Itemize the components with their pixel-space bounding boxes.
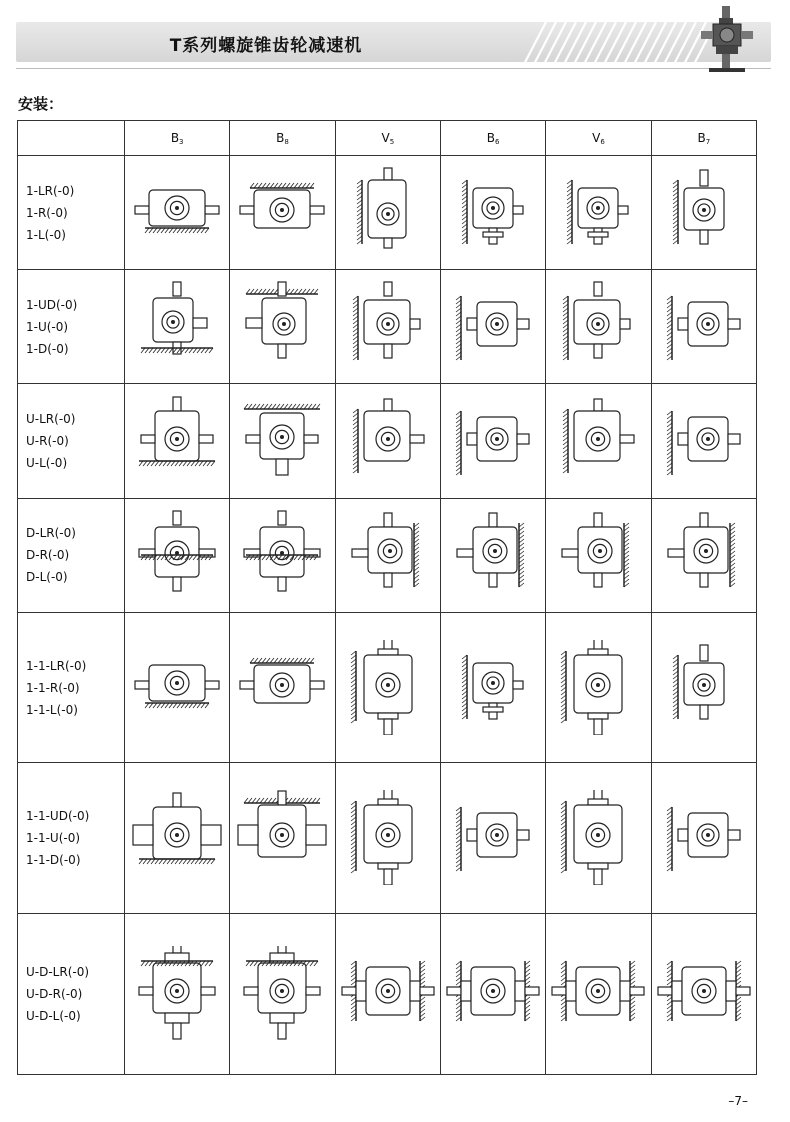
mounting-code: U-D-R(-0) — [26, 986, 83, 1001]
gearbox-mounting-diagram-icon — [654, 394, 754, 489]
mounting-figure-cell — [125, 270, 230, 384]
mounting-code: U-L(-0) — [26, 456, 68, 471]
header-underline — [16, 68, 771, 69]
gearbox-mounting-diagram-icon — [443, 279, 543, 374]
mounting-figure-cell — [335, 270, 440, 384]
gearbox-mounting-diagram-icon — [443, 508, 543, 603]
gearbox-mounting-diagram-icon — [654, 946, 754, 1041]
mounting-figure-cell — [546, 384, 651, 498]
row-label — [18, 270, 125, 384]
page-number: –7– — [728, 1094, 748, 1108]
page-title: T系列螺旋锥齿轮减速机 — [169, 36, 363, 56]
gearbox-mounting-diagram-icon — [548, 508, 648, 603]
gearbox-mounting-diagram-icon — [654, 508, 754, 603]
gearbox-mounting-diagram-icon — [338, 508, 438, 603]
mounting-figure-cell — [651, 498, 756, 612]
gearbox-mounting-diagram-icon — [338, 394, 438, 489]
gearbox-mounting-diagram-icon — [232, 946, 332, 1041]
gearbox-mounting-diagram-icon — [127, 790, 227, 885]
mounting-figure-cell — [230, 384, 335, 498]
table-row — [18, 612, 757, 762]
mounting-code: 1-U(-0) — [26, 319, 69, 334]
mounting-code: 1-L(-0) — [26, 227, 66, 242]
table-row — [18, 498, 757, 612]
mounting-figure-cell — [440, 498, 545, 612]
mounting-code: U-LR(-0) — [26, 412, 76, 427]
mounting-figure-cell — [546, 913, 651, 1074]
mounting-figure-cell — [335, 913, 440, 1074]
column-header: V6 — [546, 121, 651, 156]
section-label-install: 安装： — [18, 95, 64, 113]
header-stripe-decoration — [491, 22, 711, 70]
mounting-figure-cell — [546, 612, 651, 762]
column-header: B6 — [440, 121, 545, 156]
mounting-figure-cell — [125, 763, 230, 913]
gearbox-mounting-diagram-icon — [548, 640, 648, 735]
gearbox-mounting-diagram-icon — [232, 640, 332, 735]
mounting-figure-cell — [440, 763, 545, 913]
mounting-code: D-LR(-0) — [26, 526, 76, 541]
gearbox-mounting-diagram-icon — [443, 946, 543, 1041]
gearbox-mounting-diagram-icon — [548, 279, 648, 374]
mounting-figure-cell — [440, 384, 545, 498]
mounting-figure-cell — [651, 763, 756, 913]
mounting-figure-cell — [546, 498, 651, 612]
gearbox-mounting-diagram-icon — [232, 279, 332, 374]
gearbox-mounting-diagram-icon — [232, 508, 332, 603]
gearbox-mounting-diagram-icon — [127, 279, 227, 374]
mounting-code: 1-1-D(-0) — [26, 852, 81, 867]
row-label — [18, 156, 125, 270]
gearbox-mounting-diagram-icon — [232, 394, 332, 489]
table-row — [18, 384, 757, 498]
mounting-figure-cell — [335, 498, 440, 612]
gearbox-mounting-diagram-icon — [548, 394, 648, 489]
mounting-code: 1-R(-0) — [26, 205, 68, 220]
table-row — [18, 156, 757, 270]
gearbox-mounting-diagram-icon — [232, 165, 332, 260]
mounting-figure-cell — [230, 498, 335, 612]
row-label — [18, 763, 125, 913]
table-header-row — [18, 121, 757, 156]
mounting-figure-cell — [440, 156, 545, 270]
row-label — [18, 612, 125, 762]
gearbox-mounting-diagram-icon — [127, 508, 227, 603]
mounting-figure-cell — [230, 270, 335, 384]
column-header: B8 — [230, 121, 335, 156]
mounting-figure-cell — [125, 913, 230, 1074]
gearbox-mounting-diagram-icon — [443, 790, 543, 885]
mounting-figure-cell — [440, 270, 545, 384]
table-row — [18, 913, 757, 1074]
mounting-code: D-L(-0) — [26, 570, 68, 585]
gearbox-mounting-diagram-icon — [338, 279, 438, 374]
column-header: V5 — [335, 121, 440, 156]
mounting-positions-table — [17, 120, 757, 1075]
mounting-figure-cell — [546, 156, 651, 270]
mounting-figure-cell — [335, 763, 440, 913]
mounting-code: U-R(-0) — [26, 434, 69, 449]
gearbox-mounting-diagram-icon — [443, 640, 543, 735]
mounting-code: 1-D(-0) — [26, 341, 69, 356]
gearbox-mounting-diagram-icon — [443, 165, 543, 260]
mounting-figure-cell — [651, 384, 756, 498]
mounting-code: U-D-LR(-0) — [26, 964, 90, 979]
gearbox-mounting-diagram-icon — [654, 165, 754, 260]
gearbox-mounting-diagram-icon — [654, 640, 754, 735]
row-label — [18, 913, 125, 1074]
page-header — [16, 22, 771, 70]
mounting-figure-cell — [230, 913, 335, 1074]
mounting-code: 1-1-R(-0) — [26, 680, 80, 695]
table-row — [18, 270, 757, 384]
mounting-figure-cell — [651, 156, 756, 270]
mounting-figure-cell — [335, 612, 440, 762]
gearbox-mounting-diagram-icon — [443, 394, 543, 489]
gearbox-logo-icon — [693, 4, 763, 74]
mounting-figure-cell — [651, 270, 756, 384]
corner-cell — [18, 121, 125, 156]
row-label — [18, 498, 125, 612]
mounting-code: 1-1-LR(-0) — [26, 658, 87, 673]
mounting-figure-cell — [125, 498, 230, 612]
mounting-figure-cell — [230, 156, 335, 270]
mounting-figure-cell — [651, 913, 756, 1074]
gearbox-mounting-diagram-icon — [548, 790, 648, 885]
gearbox-mounting-diagram-icon — [232, 790, 332, 885]
gearbox-mounting-diagram-icon — [548, 165, 648, 260]
mounting-code: 1-1-L(-0) — [26, 702, 78, 717]
gearbox-mounting-diagram-icon — [548, 946, 648, 1041]
mounting-figure-cell — [651, 612, 756, 762]
mounting-code: 1-1-UD(-0) — [26, 808, 90, 823]
gearbox-mounting-diagram-icon — [127, 165, 227, 260]
gearbox-mounting-diagram-icon — [338, 165, 438, 260]
gearbox-mounting-diagram-icon — [127, 394, 227, 489]
mounting-figure-cell — [546, 763, 651, 913]
gearbox-mounting-diagram-icon — [338, 640, 438, 735]
mounting-figure-cell — [125, 384, 230, 498]
mounting-code: D-R(-0) — [26, 548, 70, 563]
mounting-figure-cell — [440, 612, 545, 762]
mounting-code: 1-1-U(-0) — [26, 830, 81, 845]
row-label — [18, 384, 125, 498]
gearbox-mounting-diagram-icon — [338, 946, 438, 1041]
gearbox-mounting-diagram-icon — [338, 790, 438, 885]
mounting-code: 1-LR(-0) — [26, 183, 75, 198]
mounting-figure-cell — [230, 763, 335, 913]
gearbox-mounting-diagram-icon — [654, 790, 754, 885]
mounting-figure-cell — [335, 384, 440, 498]
mounting-code: U-D-L(-0) — [26, 1008, 81, 1023]
mounting-figure-cell — [230, 612, 335, 762]
gearbox-mounting-diagram-icon — [127, 640, 227, 735]
gearbox-mounting-diagram-icon — [654, 279, 754, 374]
mounting-figure-cell — [440, 913, 545, 1074]
column-header: B3 — [125, 121, 230, 156]
gearbox-mounting-diagram-icon — [127, 946, 227, 1041]
table-row — [18, 763, 757, 913]
column-header: B7 — [651, 121, 756, 156]
mounting-figure-cell — [125, 156, 230, 270]
mounting-figure-cell — [125, 612, 230, 762]
mounting-figure-cell — [546, 270, 651, 384]
mounting-code: 1-UD(-0) — [26, 297, 78, 312]
mounting-figure-cell — [335, 156, 440, 270]
